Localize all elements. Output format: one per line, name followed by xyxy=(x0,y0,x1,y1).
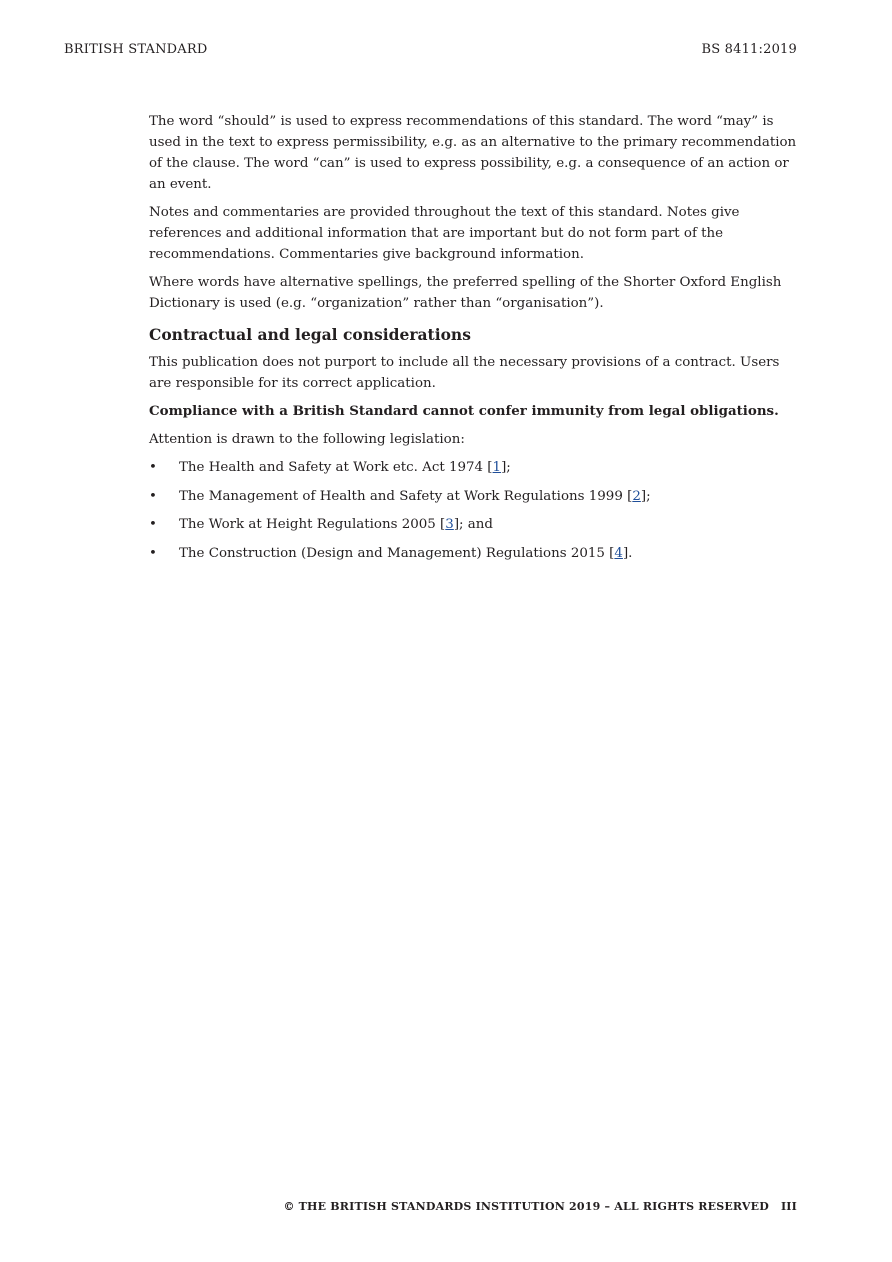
reference-link-3[interactable]: 3 xyxy=(445,517,454,532)
reference-link-4[interactable]: 4 xyxy=(614,545,623,561)
bullet: • xyxy=(149,517,157,532)
legislation-tail: ]; xyxy=(501,460,511,475)
legislation-title: The Work at Height Regulations 2005 [ xyxy=(179,517,446,532)
page-number: III xyxy=(780,1200,797,1213)
header-standard-type: BRITISH STANDARD xyxy=(64,42,208,57)
reference-link-2[interactable]: 2 xyxy=(632,488,641,504)
bullet: • xyxy=(149,545,157,561)
legislation-title: The Management of Health and Safety at Work Regulations 1999 [ xyxy=(179,488,633,504)
legislation-list xyxy=(149,457,799,564)
paragraph-contract-provisions: This publication does not purport to include all the necessary provisions of a contract. Users are responsible for its correct application. xyxy=(149,355,780,391)
paragraph-spelling: Where words have alternative spellings, the preferred spelling of the Shorter Oxford English Dictionary is used (e.g. “organization” rather than “organisation”). xyxy=(149,275,782,311)
page-content xyxy=(149,111,799,571)
legislation-title: The Construction (Design and Management) Regulations 2015 [ xyxy=(179,545,615,561)
running-header xyxy=(64,42,797,57)
copyright-notice: © THE BRITISH STANDARDS INSTITUTION 2019 – ALL RIGHTS RESERVED xyxy=(283,1200,769,1213)
list-item xyxy=(149,514,799,535)
paragraph-verbal-forms: The word “should” is used to express recommendations of this standard. The word “may” is used in the text to express permissibility, e.g. as an alternative to the primary recommendation of the clause. The word “can” is used to express possibility, e.g. a consequence of an action or an event. xyxy=(149,114,797,192)
legislation-tail: ]. xyxy=(622,545,633,561)
section-heading-contractual-legal: Contractual and legal considerations xyxy=(149,325,471,344)
legislation-tail: ]; xyxy=(640,488,651,504)
legislation-title: The Health and Safety at Work etc. Act 1974 [ xyxy=(179,460,493,475)
bullet: • xyxy=(149,460,157,475)
reference-link-1[interactable]: 1 xyxy=(492,460,502,475)
bullet: • xyxy=(149,488,157,504)
paragraph-notes-commentaries: Notes and commentaries are provided throughout the text of this standard. Notes give references and additional information that are important but do not form part of the recommendations. Commentaries give background information. xyxy=(149,205,740,262)
legislation-tail: ]; and xyxy=(453,517,493,532)
list-item xyxy=(149,543,799,564)
header-standard-number: BS 8411:2019 xyxy=(701,42,797,57)
list-item xyxy=(149,457,799,478)
paragraph-legislation-intro: Attention is drawn to the following legislation: xyxy=(149,432,465,447)
paragraph-compliance-statement: Compliance with a British Standard cannot confer immunity from legal obligations. xyxy=(149,403,779,419)
list-item xyxy=(149,486,799,507)
page-footer xyxy=(283,1200,797,1213)
